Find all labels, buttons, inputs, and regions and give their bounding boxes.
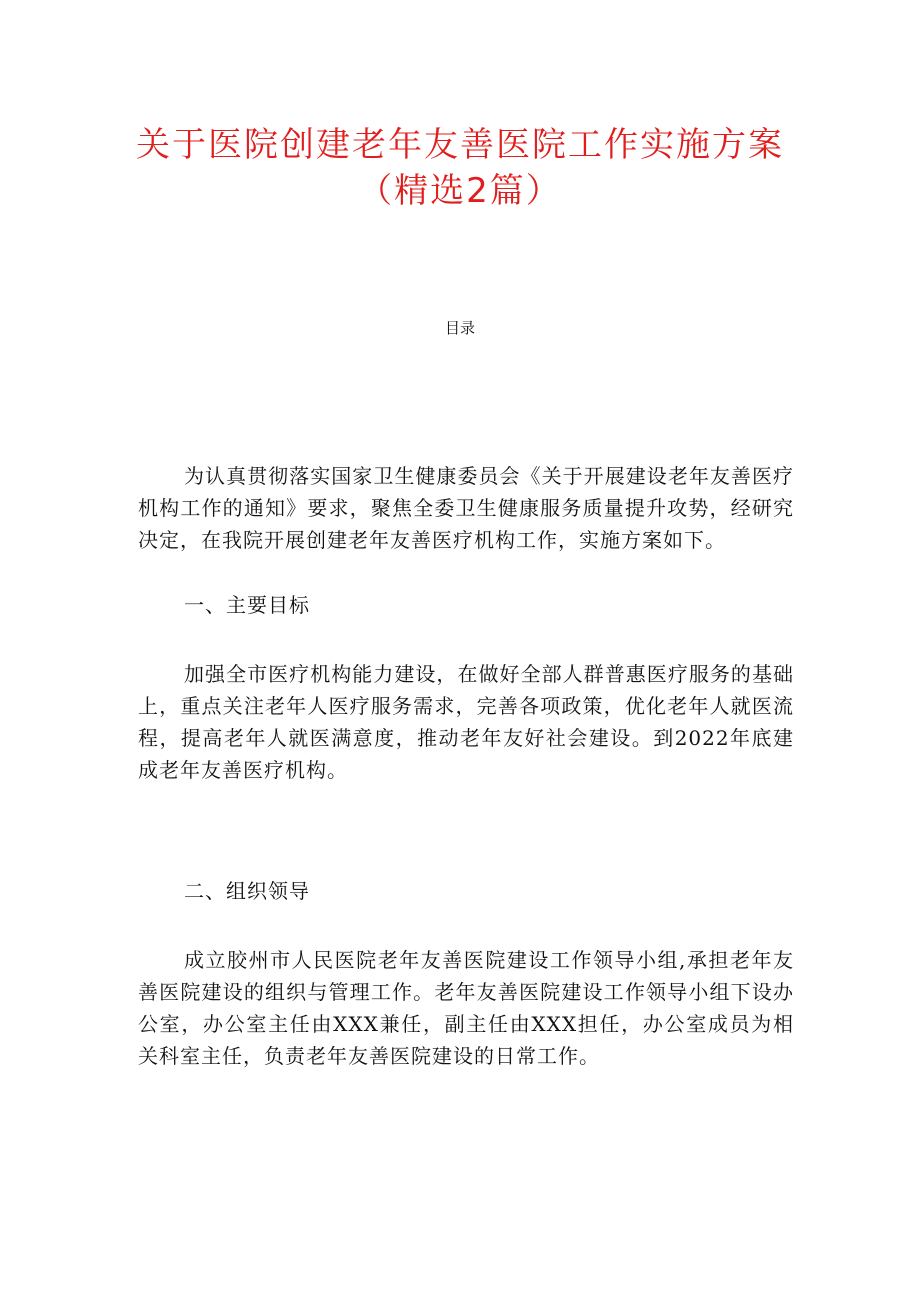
- table-of-contents-label: 目录: [444, 319, 475, 337]
- intro-paragraph: 为认真贯彻落实国家卫生健康委员会《关于开展建设老年友善医疗机构工作的通知》要求，聚焦全委卫生健康服务质量提升攻势，经研究决定，在我院开展创建老年友善医疗机构工作，实施方案如下。: [138, 464, 794, 552]
- section-heading-organization: 二、组织领导: [184, 879, 310, 903]
- section-body-organization: 成立胶州市人民医院老年友善医院建设工作领导小组,承担老年友善医院建设的组织与管理工作。老年友善医院建设工作领导小组下设办公室，办公室主任由XXX兼任，副主任由XXX担任，办公室成员为相关科室主任，负责老年友善医院建设的日常工作。: [138, 948, 794, 1068]
- section-heading-goals: 一、主要目标: [184, 593, 310, 617]
- section-body-goals: 加强全市医疗机构能力建设，在做好全部人群普惠医疗服务的基础上，重点关注老年人医疗服务需求，完善各项政策，优化老年人就医流程，提高老年人就医满意度，推动老年友好社会建设。到2022年底建成老年友善医疗机构。: [138, 662, 794, 782]
- document-title: 关于医院创建老年友善医院工作实施方案（精选2篇）: [136, 125, 784, 211]
